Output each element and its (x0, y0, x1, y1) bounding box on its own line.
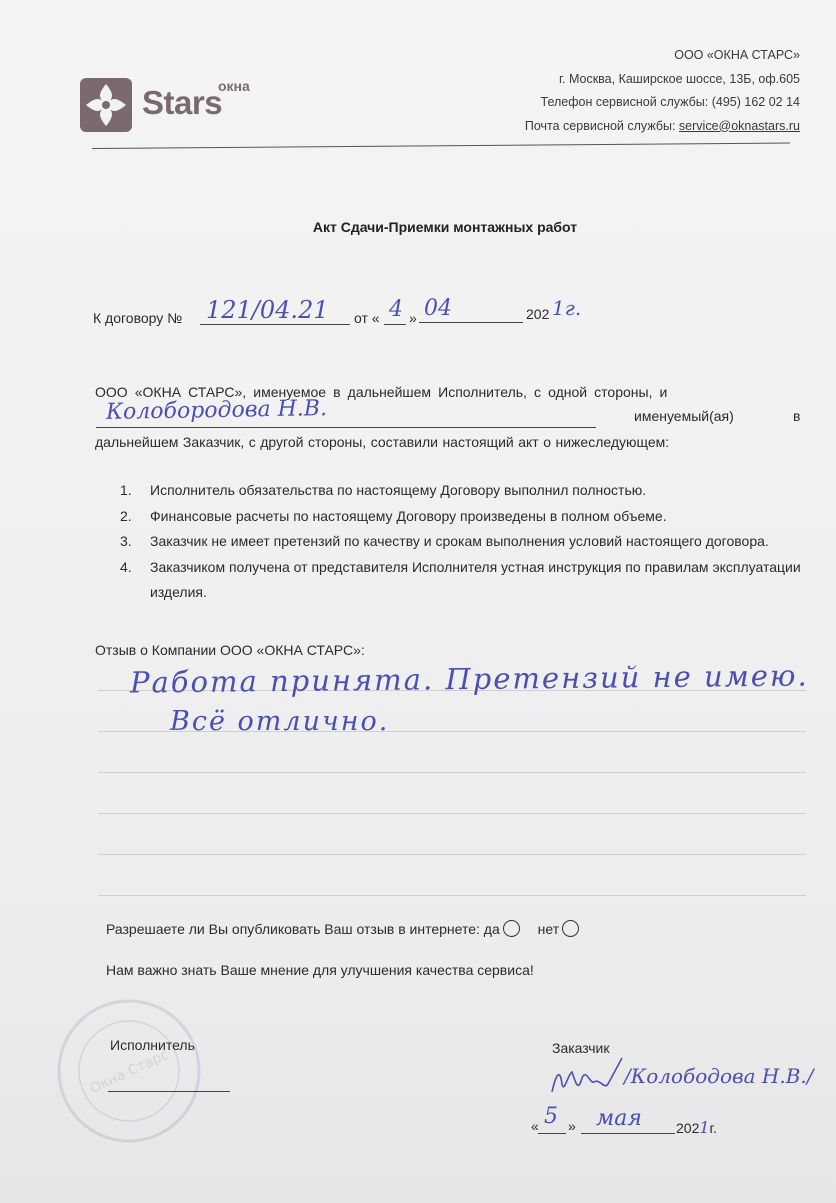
review-handwritten-line-1: Работа принята. Претензий не имею. (129, 658, 809, 700)
company-info (380, 44, 800, 138)
act-items-list (120, 478, 810, 606)
item-text: Финансовые расчеты по настоящему Договору произведены в полном объеме. (150, 507, 667, 524)
company-email-line (380, 115, 800, 139)
item-text: Заказчиком получена от представителя Исполнителя устная инструкция по правилам эксплуатации изделия. (150, 558, 801, 600)
item-number: 2. (120, 507, 132, 524)
logo-brand-text: Stars (142, 84, 223, 121)
customer-label: Заказчик (552, 1040, 610, 1056)
email-link[interactable]: service@oknastars.ru (678, 118, 800, 133)
date-month-underline (581, 1133, 675, 1134)
company-address: г. Москва, Каширское шоссе, 13Б, оф.605 (558, 71, 800, 86)
date-year (676, 1118, 717, 1137)
important-note: Нам важно знать Ваше мнение для улучшения качества сервиса! (106, 962, 534, 978)
document-title: Акт Сдачи-Приемки монтажных работ (312, 219, 578, 235)
item-number: 1. (120, 482, 132, 498)
company-logo (78, 76, 253, 138)
contract-number-handwritten: 121/04.21 (206, 296, 329, 324)
item-text: Заказчик не имеет претензий по качеству и срокам выполнения условий настоящего договора. (150, 533, 769, 549)
customer-signature-name: /Колободова Н.В./ (624, 1064, 814, 1088)
list-item (120, 478, 810, 504)
executor-label: Исполнитель (110, 1037, 195, 1053)
company-phone: Телефон сервисной службы: (495) 162 02 14 (540, 95, 800, 109)
review-line (98, 772, 806, 773)
in-label: в (793, 408, 801, 424)
contract-from-label: от « (354, 310, 380, 326)
company-stamp (54, 996, 204, 1146)
item-text: Исполнитель обязательства по настоящему Договору выполнил полностью. (150, 482, 647, 498)
contract-close-quote: » (409, 310, 417, 326)
date-year-handwritten: 1 (699, 1118, 710, 1137)
stamp-text: Окна Старс (87, 1046, 172, 1098)
logo-okna-text: окна (218, 78, 250, 94)
customer-name-underline (96, 427, 596, 428)
customer-signature-scribble (548, 1054, 628, 1100)
contract-day-handwritten: 4 (389, 297, 403, 322)
date-year-prefix: 202 (676, 1120, 700, 1136)
review-label: Отзыв о Компании ООО «ОКНА СТАРС»: (95, 642, 365, 658)
publish-yes-radio[interactable] (503, 920, 520, 937)
item-number: 3. (120, 533, 132, 549)
logo-mark-icon (78, 76, 134, 134)
customer-name-handwritten: Колобородова Н.В. (105, 396, 328, 425)
date-day-underline (538, 1133, 566, 1134)
contract-number-underline (200, 324, 350, 325)
company-name: ООО «ОКНА СТАРС» (674, 48, 800, 62)
intro-line-3: дальнейшем Заказчик, с другой стороны, составили настоящий акт о нижеследующем: (95, 434, 670, 450)
contract-label: К договору № (93, 310, 183, 326)
review-handwritten-line-2: Всё отлично. (170, 706, 390, 737)
review-line (98, 854, 806, 855)
header-divider (92, 143, 790, 149)
date-year-suffix: г. (709, 1120, 717, 1136)
contract-year-handwritten: 1г. (552, 296, 582, 320)
contract-year-prefix: 202 (526, 306, 550, 322)
review-line (98, 813, 806, 814)
contract-month-handwritten: 04 (424, 296, 452, 321)
date-open-quote: « (531, 1118, 539, 1134)
list-item (120, 504, 810, 530)
contract-day-underline (384, 324, 406, 325)
publish-no-label: нет (537, 921, 560, 937)
publish-no-radio[interactable] (562, 920, 579, 937)
publish-question (106, 920, 579, 937)
publish-question-text: Разрешаете ли Вы опубликовать Ваш отзыв в интернете: да (106, 921, 500, 937)
contract-month-underline (419, 322, 523, 323)
date-close-quote: » (568, 1118, 576, 1134)
review-line (98, 895, 806, 896)
date-day-handwritten: 5 (544, 1104, 558, 1129)
date-month-handwritten: мая (596, 1106, 642, 1131)
named-label: именуемый(ая) (634, 408, 734, 424)
list-item (120, 555, 810, 606)
email-label: Почта сервисной службы: (524, 118, 676, 133)
executor-signature-line (108, 1091, 230, 1092)
item-number: 4. (120, 558, 132, 575)
intro-line-1: ООО «ОКНА СТАРС», именуемое в дальнейшем Исполнитель, с одной стороны, и (95, 384, 668, 400)
list-item (120, 529, 810, 555)
